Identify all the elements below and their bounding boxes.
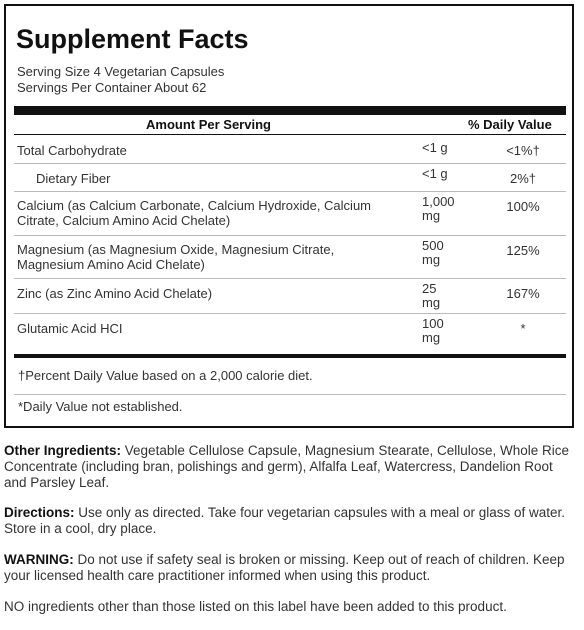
nutrient-row bbox=[14, 164, 566, 192]
nutrient-name: Dietary Fiber bbox=[36, 171, 111, 186]
nutrient-name: Total Carbohydrate bbox=[17, 143, 127, 158]
footnote-divider bbox=[14, 394, 566, 395]
nutrient-daily-value: 100% bbox=[506, 199, 540, 214]
amount-per-serving-header: Amount Per Serving bbox=[146, 117, 271, 132]
nutrient-amount: 500 mg bbox=[422, 238, 444, 267]
nutrient-daily-value: * bbox=[520, 321, 526, 336]
nutrient-amount: 25 mg bbox=[422, 281, 441, 310]
nutrient-row bbox=[14, 236, 566, 279]
nutrient-name: Glutamic Acid HCI bbox=[17, 321, 123, 336]
nutrient-daily-value: 167% bbox=[506, 286, 540, 301]
nutrient-row bbox=[14, 136, 566, 164]
warning-label: WARNING: bbox=[4, 552, 74, 567]
percent-dv-footnote: †Percent Daily Value based on a 2,000 calorie diet. bbox=[18, 368, 313, 383]
other-ingredients-text: Vegetable Cellulose Capsule, Magnesium Stearate, Cellulose, Whole Rice Concentrate (including bran, polishings and germ), Alfalfa Leaf, Watercress, Dandelion Root and Parsley Leaf. bbox=[4, 443, 570, 490]
directions-label: Directions: bbox=[4, 505, 75, 520]
dv-not-established-footnote: *Daily Value not established. bbox=[18, 399, 183, 414]
nutrient-row bbox=[14, 192, 566, 236]
top-thick-rule bbox=[14, 106, 566, 115]
supplement-facts-panel bbox=[4, 4, 574, 428]
warning bbox=[4, 552, 576, 584]
nutrient-name: Calcium (as Calcium Carbonate, Calcium Hydroxide, Calcium Citrate, Calcium Amino Acid Chelate) bbox=[17, 198, 372, 228]
directions-text: Use only as directed. Take four vegetarian capsules with a meal or glass of water. Store in a cool, dry place. bbox=[4, 505, 566, 536]
nutrient-row bbox=[14, 279, 566, 314]
nutrient-daily-value: 125% bbox=[506, 243, 540, 258]
nutrient-daily-value: 2%† bbox=[509, 171, 537, 186]
closing-statement: NO ingredients other than those listed on this label have been added to this product. bbox=[4, 599, 507, 614]
directions bbox=[4, 505, 576, 537]
bottom-thick-rule bbox=[14, 354, 566, 358]
serving-size: Serving Size 4 Vegetarian Capsules bbox=[17, 64, 225, 79]
nutrient-amount: 1,000 mg bbox=[422, 194, 455, 223]
other-ingredients-label: Other Ingredients: bbox=[4, 443, 122, 458]
nutrient-amount: 100 mg bbox=[422, 316, 444, 345]
nutrient-daily-value: <1%† bbox=[506, 143, 540, 158]
other-ingredients bbox=[4, 443, 576, 491]
servings-per-container: Servings Per Container About 62 bbox=[17, 80, 207, 95]
nutrient-amount: <1 g bbox=[422, 166, 448, 181]
daily-value-header: % Daily Value bbox=[468, 117, 552, 132]
header-rule bbox=[14, 134, 566, 135]
nutrient-row bbox=[14, 314, 566, 352]
nutrient-name: Zinc (as Zinc Amino Acid Chelate) bbox=[17, 286, 213, 301]
panel-title: Supplement Facts bbox=[16, 24, 249, 54]
nutrient-amount: <1 g bbox=[422, 140, 448, 155]
nutrient-name: Magnesium (as Magnesium Oxide, Magnesium Citrate, Magnesium Amino Acid Chelate) bbox=[17, 242, 335, 272]
warning-text: Do not use if safety seal is broken or missing. Keep out of reach of children. Keep your licensed health care practitioner informed when using this product. bbox=[4, 552, 565, 583]
